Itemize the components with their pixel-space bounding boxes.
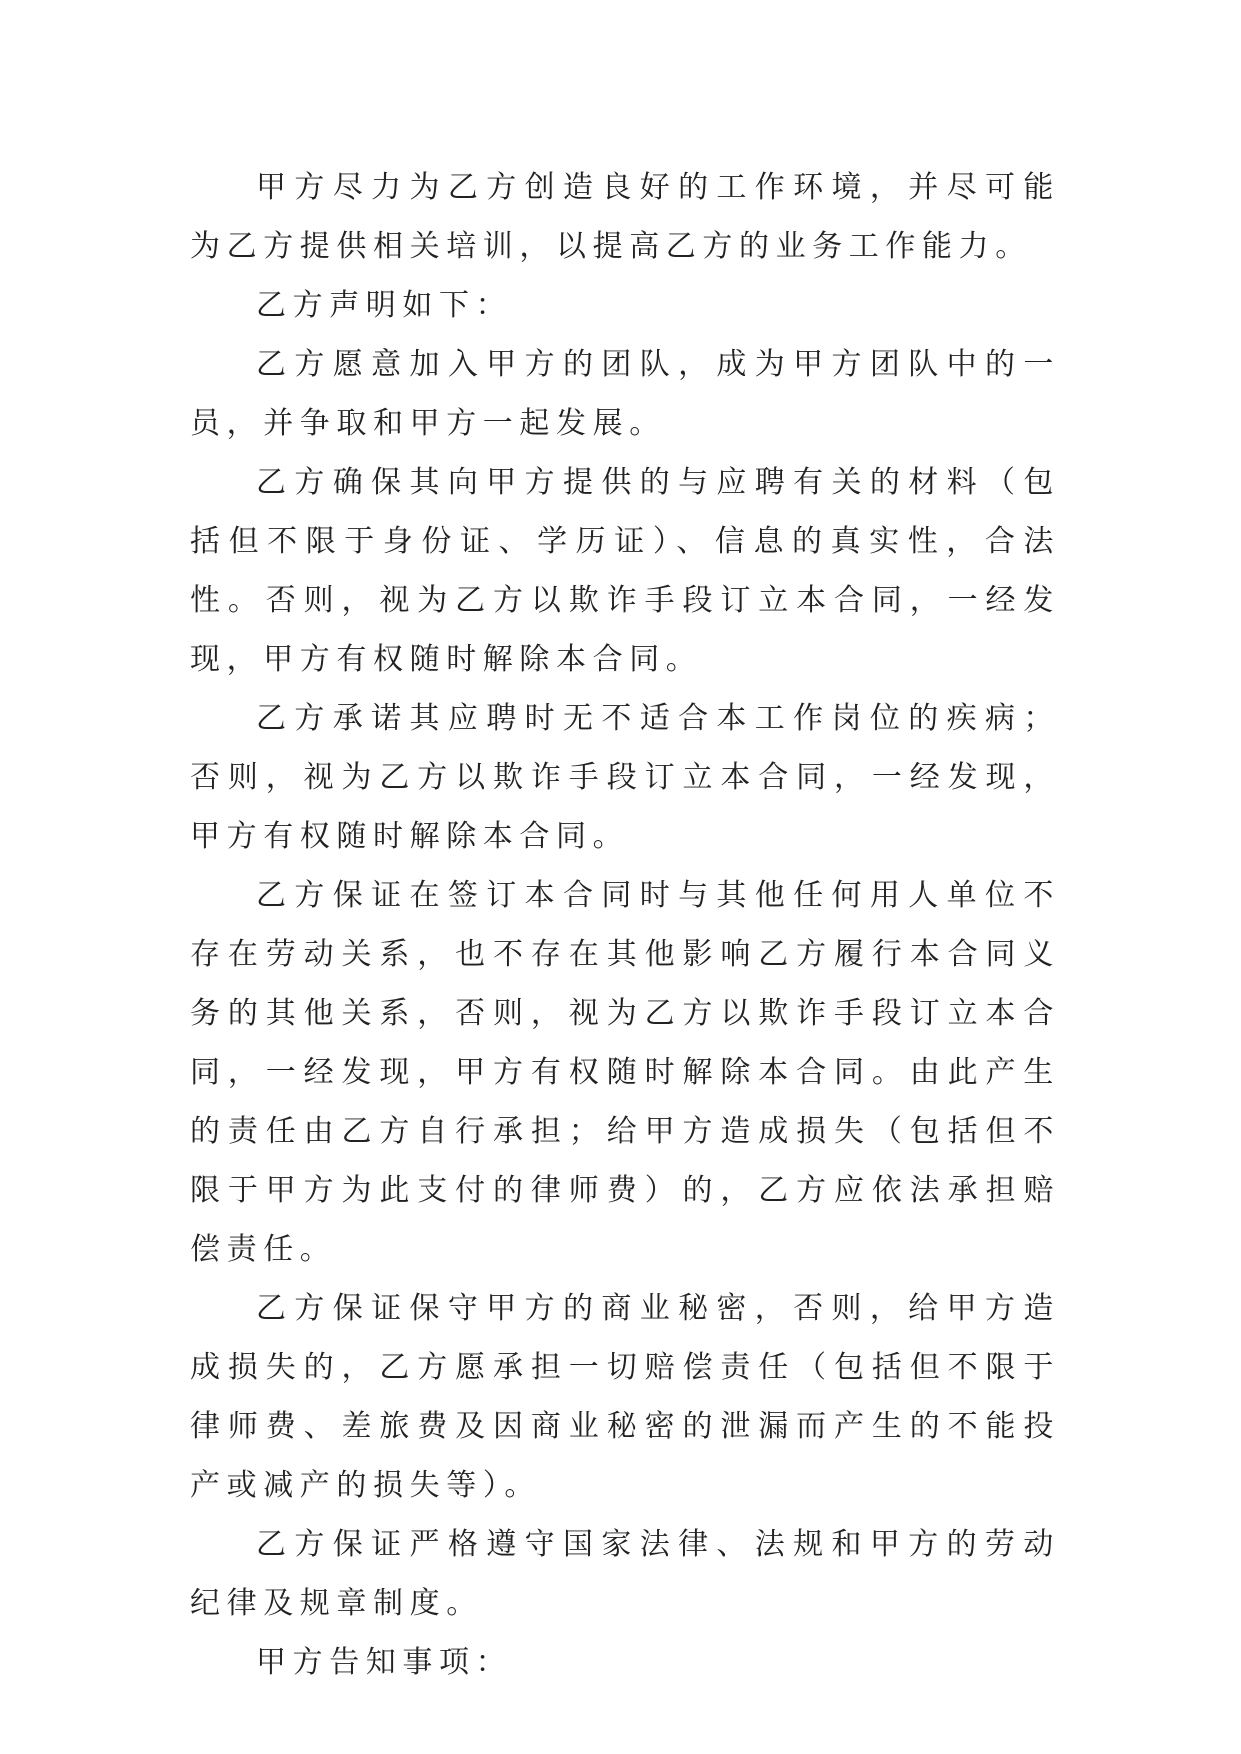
paragraph-materials-authenticity: 乙方确保其向甲方提供的与应聘有关的材料（包括但不限于身份证、学历证）、信息的真实性，合法性。否则，视为乙方以欺诈手段订立本合同，一经发现，甲方有权随时解除本合同。 xyxy=(190,465,1060,677)
paragraph-join-team: 乙方愿意加入甲方的团队，成为甲方团队中的一员，并争取和甲方一起发展。 xyxy=(190,347,1060,441)
paragraph-compliance: 乙方保证严格遵守国家法律、法规和甲方的劳动纪律及规章制度。 xyxy=(190,1527,1060,1621)
paragraph-no-other-employment: 乙方保证在签订本合同时与其他任何用人单位不存在劳动关系，也不存在其他影响乙方履行本合同义务的其他关系，否则，视为乙方以欺诈手段订立本合同，一经发现，甲方有权随时解除本合同。由此产生的责任由乙方自行承担；给甲方造成损失（包括但不限于甲方为此支付的律师费）的，乙方应依法承担赔偿责任。 xyxy=(190,878,1060,1267)
paragraph-health-commitment: 乙方承诺其应聘时无不适合本工作岗位的疾病；否则，视为乙方以欺诈手段订立本合同，一经发现，甲方有权随时解除本合同。 xyxy=(190,701,1060,854)
paragraph-work-environment: 甲方尽力为乙方创造良好的工作环境，并尽可能为乙方提供相关培训，以提高乙方的业务工作能力。 xyxy=(190,170,1060,264)
document-body xyxy=(190,158,1060,1692)
paragraph-party-b-declaration-heading: 乙方声明如下： xyxy=(256,288,513,323)
paragraph-party-a-notice-heading: 甲方告知事项： xyxy=(256,1645,513,1680)
paragraph-trade-secrets: 乙方保证保守甲方的商业秘密，否则，给甲方造成损失的，乙方愿承担一切赔偿责任（包括但不限于律师费、差旅费及因商业秘密的泄漏而产生的不能投产或减产的损失等）。 xyxy=(190,1291,1060,1503)
